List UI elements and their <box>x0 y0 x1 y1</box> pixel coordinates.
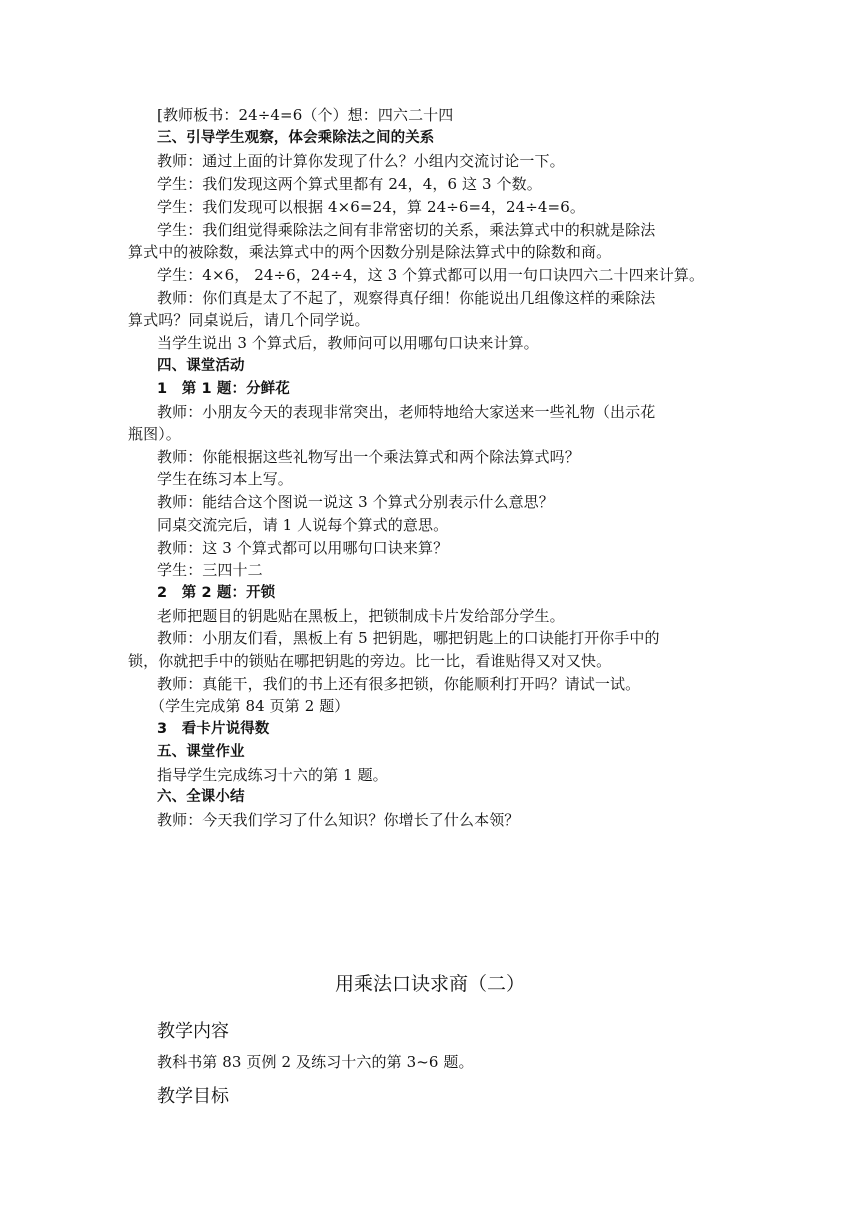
paragraph: 同桌交流完后，请 1 人说每个算式的意思。 <box>157 516 449 534</box>
paragraph: 学生在练习本上写。 <box>157 470 293 488</box>
exercise-heading-2: 2 第 2 题：开锁 <box>157 585 276 601</box>
paragraph: 教师：能结合这个图说一说这 3 个算式分别表示什么意思？ <box>157 493 554 511</box>
paragraph: 教师：这 3 个算式都可以用哪句口诀来算？ <box>157 539 449 557</box>
exercise-heading-1: 1 第 1 题：分鲜花 <box>157 381 290 397</box>
paragraph: 教师：通过上面的计算你发现了什么？小组内交流讨论一下。 <box>157 152 565 170</box>
section-heading-6: 六、全课小结 <box>157 789 245 805</box>
paragraph: 学生：我们发现可以根据 4×6=24，算 24÷6=4，24÷4=6。 <box>157 198 585 216</box>
lesson-title: 用乘法口诀求商（二） <box>334 973 525 995</box>
paragraph: 指导学生完成练习十六的第 1 题。 <box>157 766 388 784</box>
paragraph: 学生：三四十二 <box>157 561 263 579</box>
paragraph: 教师：你们真是太了不起了，观察得真仔细！你能说出几组像这样的乘除法 <box>157 289 656 307</box>
paragraph-continuation: 锁，你就把手中的锁贴在哪把钥匙的旁边。比一比，看谁贴得又对又快。 <box>128 652 612 670</box>
blackboard-note: [教师板书：24÷4=6（个）想：四六二十四 <box>157 106 454 124</box>
paragraph: 学生：我们发现这两个算式里都有 24，4，6 这 3 个数。 <box>157 175 542 193</box>
exercise-heading-3: 3 看卡片说得数 <box>157 721 270 737</box>
paragraph: 教师：你能根据这些礼物写出一个乘法算式和两个除法算式吗？ <box>157 448 580 466</box>
content-text: 教科书第 83 页例 2 及练习十六的第 3~6 题。 <box>157 1053 474 1071</box>
paragraph-continuation: 瓶图）。 <box>128 425 181 443</box>
goals-heading: 教学目标 <box>157 1086 229 1107</box>
content-heading: 教学内容 <box>157 1021 229 1042</box>
section-heading-4: 四、课堂活动 <box>157 358 245 374</box>
paragraph: 学生：我们组觉得乘除法之间有非常密切的关系，乘法算式中的积就是除法 <box>157 221 656 239</box>
paragraph: 教师：小朋友们看，黑板上有 5 把钥匙，哪把钥匙上的口诀能打开你手中的 <box>157 629 660 647</box>
paragraph: 老师把题目的钥匙贴在黑板上，把锁制成卡片发给部分学生。 <box>157 607 565 625</box>
paragraph: 当学生说出 3 个算式后，教师问可以用哪句口诀来计算。 <box>157 334 539 352</box>
section-heading-5: 五、课堂作业 <box>157 744 245 760</box>
paragraph: 教师：今天我们学习了什么知识？你增长了什么本领？ <box>157 811 520 829</box>
paragraph-continuation: 算式中的被除数，乘法算式中的两个因数分别是除法算式中的除数和商。 <box>128 243 612 261</box>
paragraph: 教师：真能干，我们的书上还有很多把锁，你能顺利打开吗？请试一试。 <box>157 675 641 693</box>
paragraph: （学生完成第 84 页第 2 题） <box>150 697 350 715</box>
section-heading-3: 三、引导学生观察，体会乘除法之间的关系 <box>157 130 435 146</box>
paragraph: 学生：4×6， 24÷6，24÷4，这 3 个算式都可以用一句口诀四六二十四来计算。 <box>157 266 705 284</box>
paragraph-continuation: 算式吗？同桌说后，请几个同学说。 <box>128 311 370 329</box>
paragraph: 教师：小朋友今天的表现非常突出，老师特地给大家送来一些礼物（出示花 <box>157 403 656 421</box>
